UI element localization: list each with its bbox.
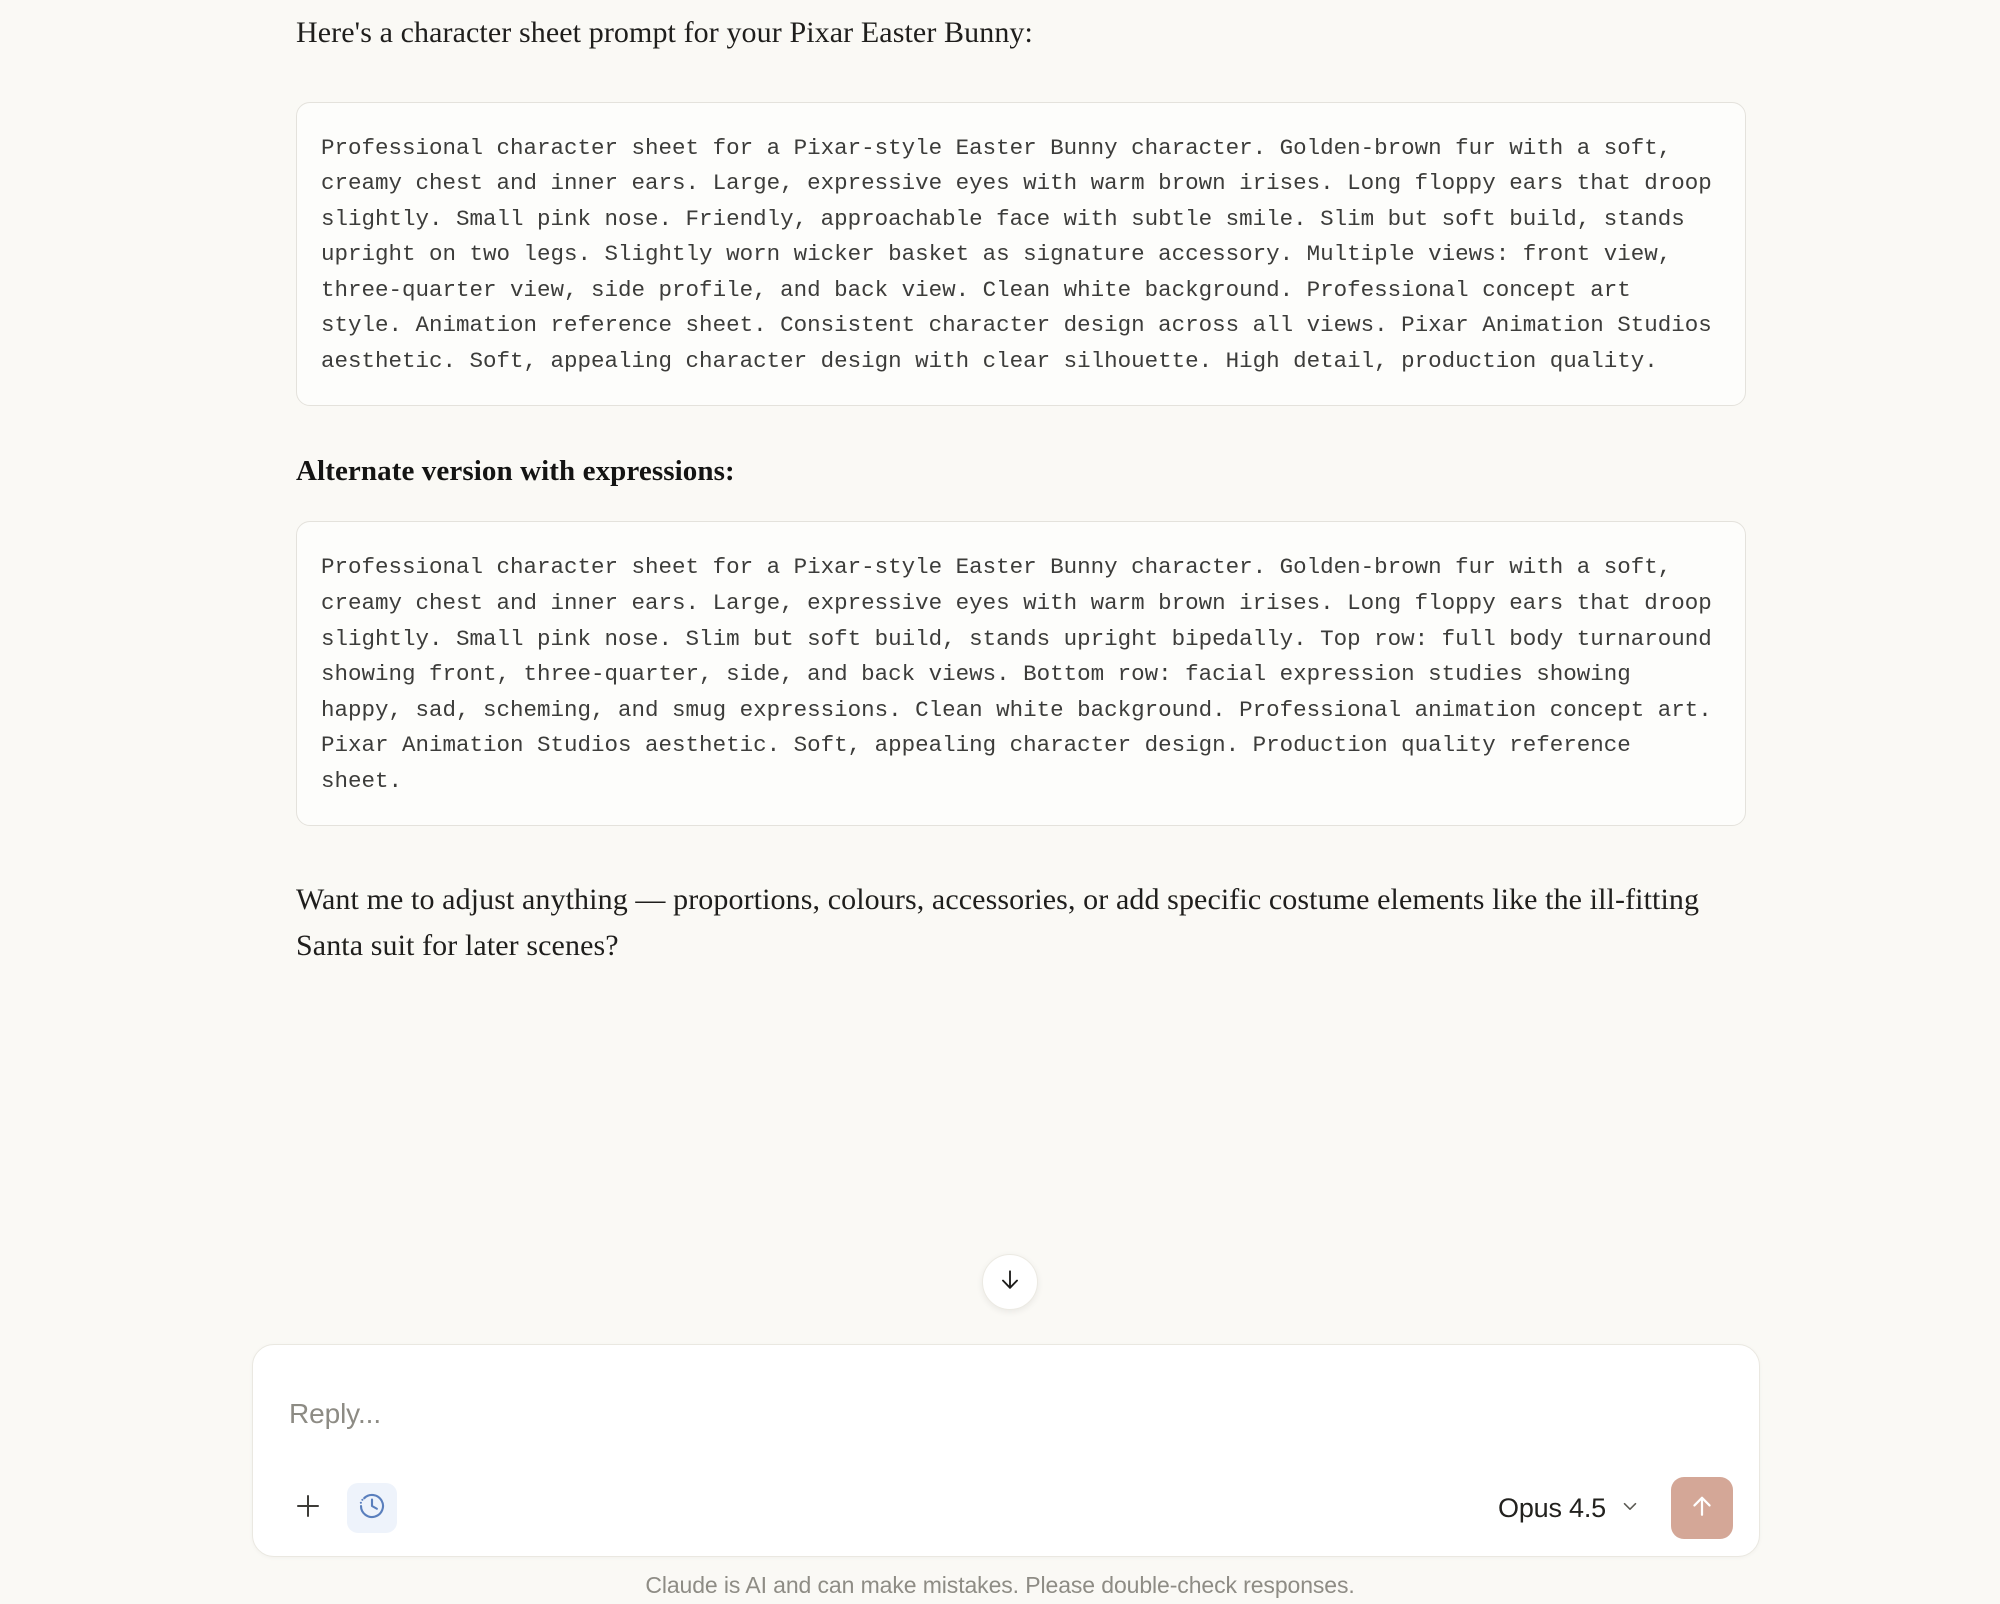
code-block-character-sheet[interactable] — [296, 102, 1746, 407]
composer-toolbar — [253, 1460, 1759, 1556]
plus-icon — [292, 1490, 324, 1527]
arrow-up-icon — [1688, 1492, 1716, 1525]
clock-history-icon — [357, 1491, 387, 1526]
code-block-1-text: Professional character sheet for a Pixar-style Easter Bunny character. Golden-brown fur with a soft, creamy chest and inner ears. Large, expressive eyes with warm brown irises. Long floppy ears that droop slightly. Small pink nose. Friendly, approachable face with subtle smile. Slim but soft build, stands upright on two legs. Slightly worn wicker basket as signature accessory. Multiple views: front view, three-quarter view, side profile, and back view. Clean white background. Professional concept art style. Animation reference sheet. Consistent character design across all views. Pixar Animation Studios aesthetic. Soft, appealing character design with clear silhouette. High detail, production quality. — [321, 134, 1726, 374]
send-message-button[interactable] — [1671, 1477, 1733, 1539]
assistant-message — [296, 0, 1746, 968]
intro-paragraph: Here's a character sheet prompt for your Pixar Easter Bunny: — [296, 16, 1033, 49]
closing-paragraph: Want me to adjust anything — proportions, colours, accessories, or add specific costume elements like the ill-fitting Santa suit for later scenes? — [296, 883, 1700, 962]
add-attachment-button[interactable] — [283, 1483, 333, 1533]
history-button[interactable] — [347, 1483, 397, 1533]
reply-input[interactable]: Reply... — [289, 1398, 382, 1429]
arrow-down-icon — [997, 1267, 1023, 1298]
disclaimer-text: Claude is AI and can make mistakes. Please double-check responses. — [645, 1572, 1355, 1598]
scroll-to-bottom-button[interactable] — [982, 1254, 1038, 1310]
alternate-version-heading: Alternate version with expressions: — [296, 455, 735, 488]
model-name-label: Opus 4.5 — [1498, 1492, 1606, 1523]
message-composer[interactable] — [252, 1344, 1760, 1557]
model-selector[interactable] — [1486, 1485, 1649, 1532]
code-block-alternate-version[interactable] — [296, 521, 1746, 826]
chevron-down-icon — [1619, 1495, 1641, 1522]
code-block-2-text: Professional character sheet for a Pixar-style Easter Bunny character. Golden-brown fur with a soft, creamy chest and inner ears. Large, expressive eyes with warm brown irises. Long floppy ears that droop slightly. Small pink nose. Slim but soft build, stands upright bipedally. Top row: full body turnaround showing front, three-quarter, side, and back views. Bottom row: facial expression studies showing happy, sad, scheming, and smug expressions. Clean white background. Professional animation concept art. Pixar Animation Studios aesthetic. Soft, appealing character design. Production quality reference sheet. — [321, 554, 1726, 794]
